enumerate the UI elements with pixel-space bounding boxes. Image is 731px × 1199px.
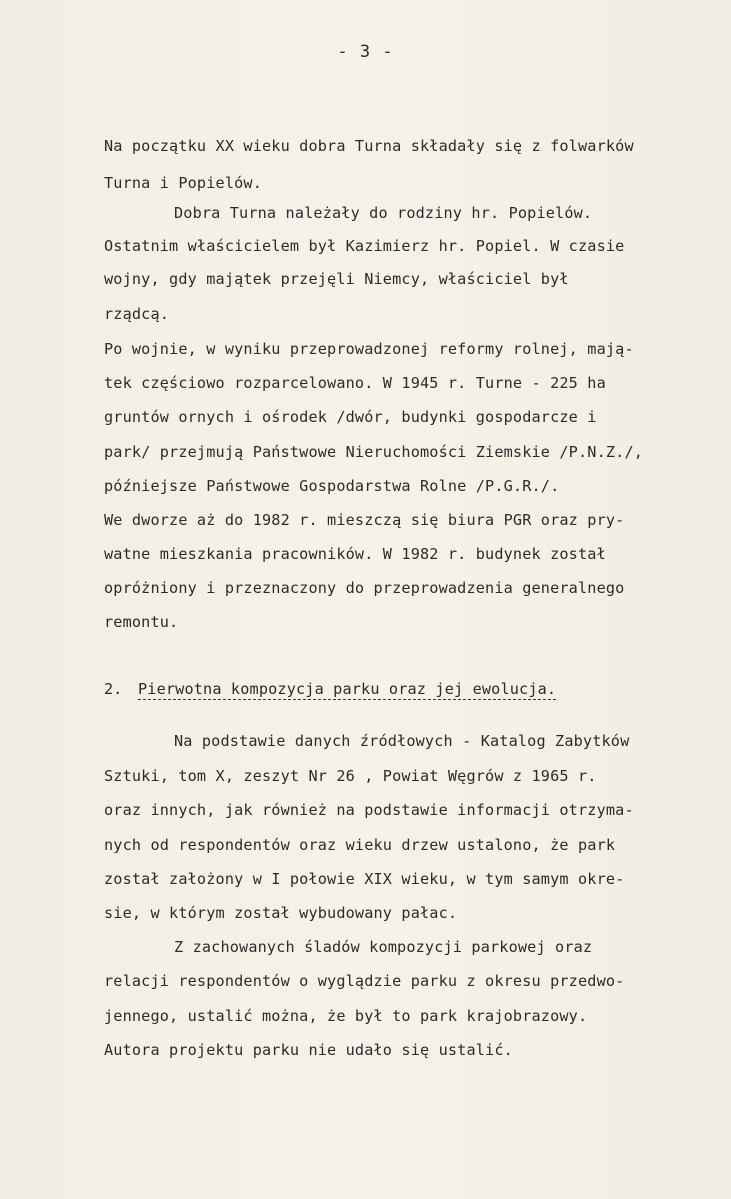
text-line: watne mieszkania pracowników. W 1982 r. budynek został [104, 545, 606, 563]
text-line: Ostatnim właścicielem był Kazimierz hr. Popiel. W czasie [104, 237, 625, 255]
text-line: został założony w I połowie XIX wieku, w tym samym okre- [104, 870, 625, 888]
section-title: Pierwotna kompozycja parku oraz jej ewolucja. [138, 680, 557, 698]
section-number: 2. [104, 680, 123, 698]
text-line: Turna i Popielów. [104, 174, 262, 192]
text-line: gruntów ornych i ośrodek /dwór, budynki gospodarcze i [104, 408, 597, 426]
text-line: tek częściowo rozparcelowano. W 1945 r. Turne - 225 ha [104, 374, 606, 392]
text-line: wojny, gdy majątek przejęli Niemcy, właściciel był [104, 270, 569, 288]
text-line: relacji respondentów o wyglądzie parku z okresu przedwo- [104, 972, 625, 990]
text-line: Dobra Turna należały do rodziny hr. Popielów. [174, 204, 593, 222]
text-line: park/ przejmują Państwowe Nieruchomości Ziemskie /P.N.Z./, [104, 443, 644, 461]
page-number: - 3 - [337, 42, 394, 62]
text-line: Z zachowanych śladów kompozycji parkowej oraz [174, 938, 593, 956]
text-line: Na podstawie danych źródłowych - Katalog Zabytków [174, 732, 630, 750]
text-line: Sztuki, tom X, zeszyt Nr 26 , Powiat Węgrów z 1965 r. [104, 767, 597, 785]
text-line: oraz innych, jak również na podstawie informacji otrzyma- [104, 801, 634, 819]
text-line: Po wojnie, w wyniku przeprowadzonej reformy rolnej, mają- [104, 340, 634, 358]
text-line: jennego, ustalić można, że był to park krajobrazowy. [104, 1007, 588, 1025]
text-line: rządcą. [104, 305, 170, 323]
text-line: Na początku XX wieku dobra Turna składały się z folwarków [104, 137, 634, 155]
text-line: Autora projektu parku nie udało się ustalić. [104, 1041, 513, 1059]
text-line: opróżniony i przeznaczony do przeprowadzenia generalnego [104, 579, 625, 597]
text-line: We dworze aż do 1982 r. mieszczą się biura PGR oraz pry- [104, 511, 625, 529]
text-line: późniejsze Państwowe Gospodarstwa Rolne /P.G.R./. [104, 477, 560, 495]
text-line: nych od respondentów oraz wieku drzew ustalono, że park [104, 836, 616, 854]
text-line: remontu. [104, 613, 179, 631]
text-line: sie, w którym został wybudowany pałac. [104, 904, 458, 922]
